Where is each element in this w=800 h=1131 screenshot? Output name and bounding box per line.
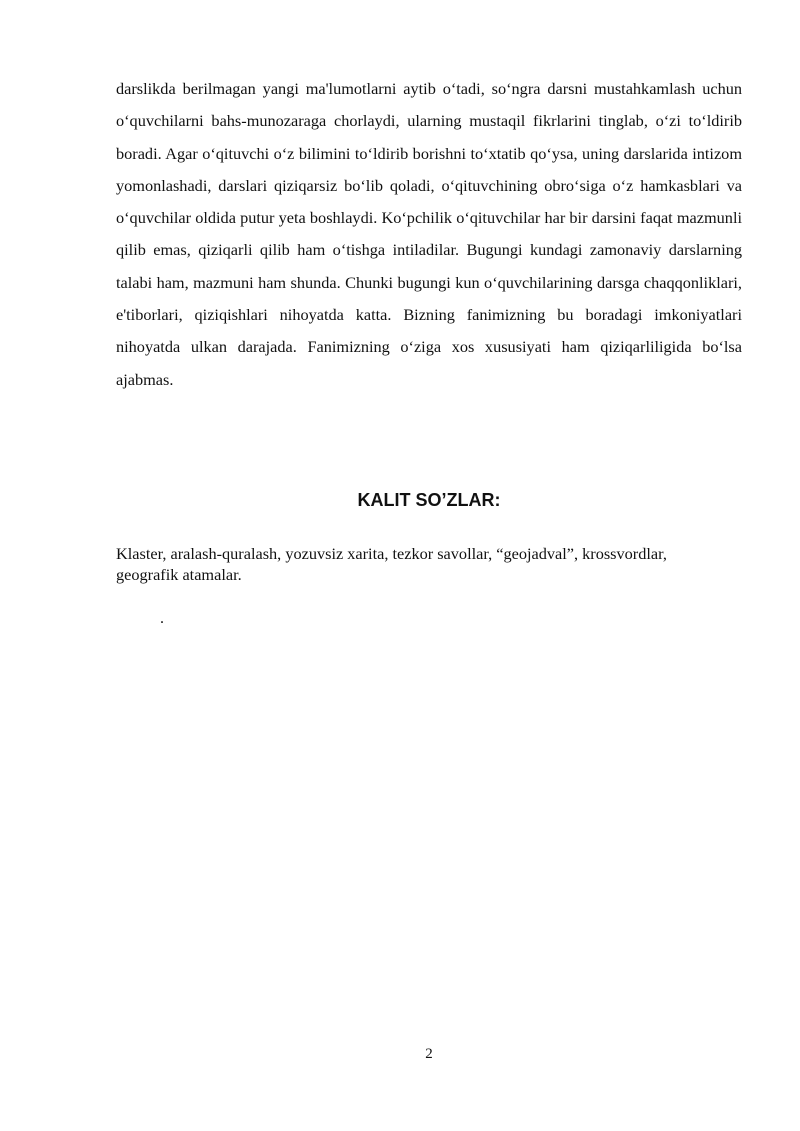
keywords-text: Klaster, aralash-quralash, yozuvsiz xarita, tezkor savollar, “geojadval”, krossvordlar, geografik atamalar. — [116, 544, 667, 584]
section-heading: KALIT SO’ZLAR: — [357, 490, 501, 510]
page-number: 2 — [425, 1046, 433, 1062]
stray-mark: . — [160, 610, 164, 627]
body-paragraph: darslikda berilmagan yangi ma'lumotlarni aytib o‘tadi, so‘ngra darsni mustahkamlash uchun o‘quvchilarni bahs-munozaraga chorlaydi, ularning mustaqil fikrlarini tinglab, o‘zi to‘ldirib boradi. Agar o‘qituvchi o‘z bilimini to‘ldirib borishni to‘xtatib qo‘ysa, uning darslarida intizom yomonlashadi, darslari qiziqarsiz bo‘lib qoladi, o‘qituvchining obro‘siga o‘z hamkasblari va o‘quvchilar oldida putur yeta boshlaydi. Ko‘pchilik o‘qituvchilar har bir darsini faqat mazmunli qilib emas, qiziqarli qilib ham o‘tishga intiladilar. Bugungi kundagi zamonaviy darslarning talabi ham, mazmuni ham shunda. Chunki bugungi kun o‘quvchilarining darsga chaqqonliklari, e'tiborlari, qiziqishlari nihoyatda katta. Bizning fanimizning bu boradagi imkoniyatlari nihoyatda ulkan darajada. Fanimizning o‘ziga xos xususiyati ham qiziqarliligida bo‘lsa ajabmas. — [116, 79, 742, 389]
